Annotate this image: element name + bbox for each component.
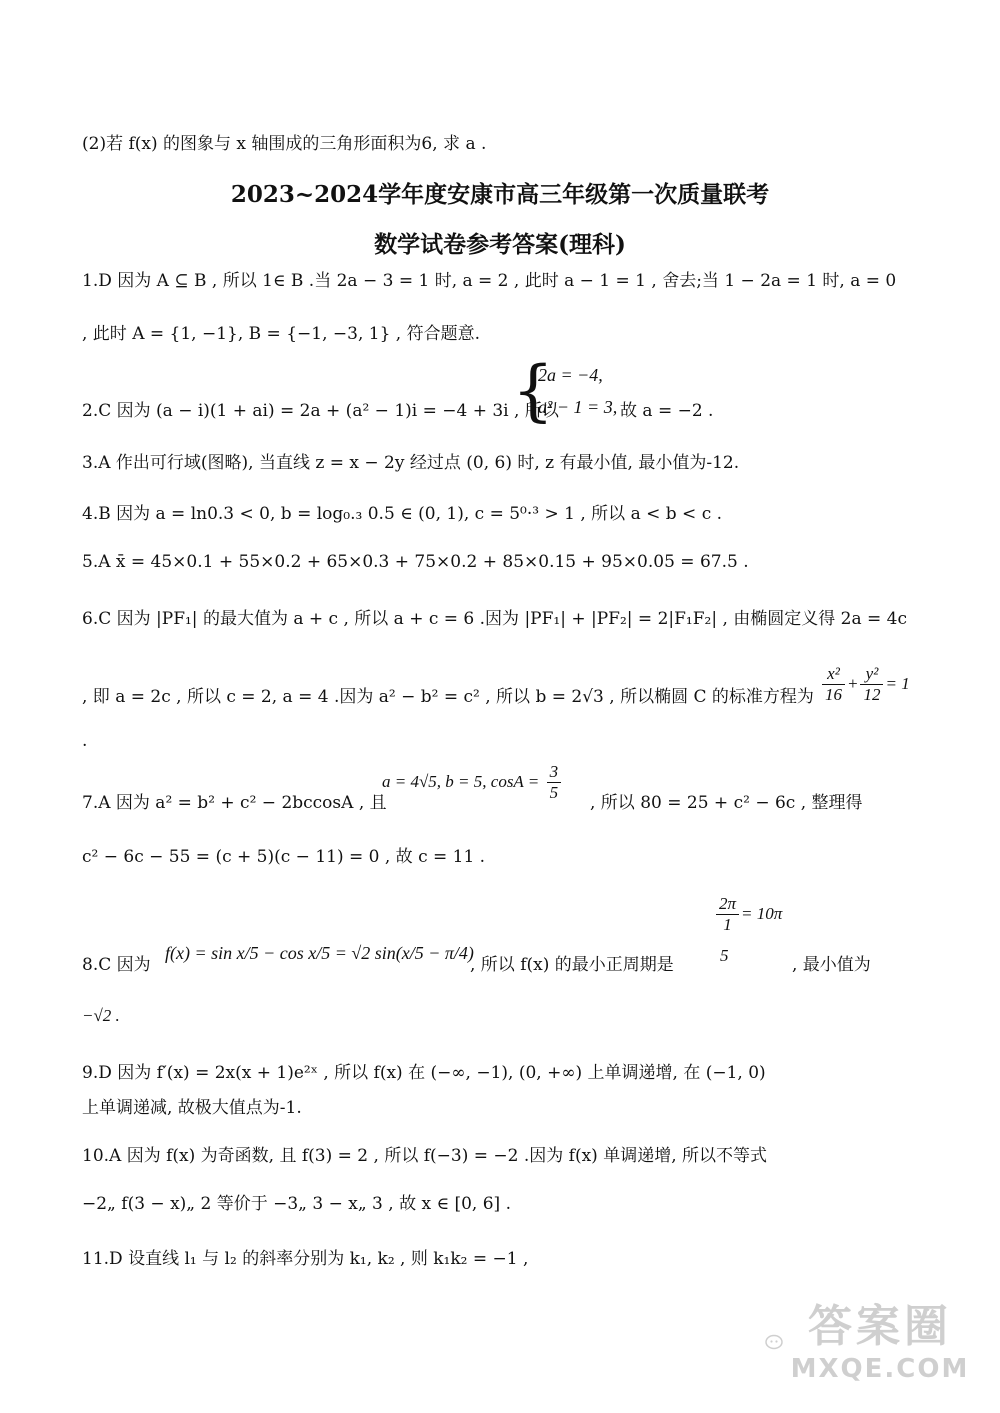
answer-key-subtitle: 数学试卷参考答案(理科)	[374, 231, 626, 258]
answer-7-line-b: c² − 6c − 55 = (c + 5)(c − 11) = 0 , 故 c = 11 .	[82, 847, 486, 867]
watermark-url: MXQE.COM	[790, 1354, 970, 1384]
answer-8-line-a2: , 所以 f(x) 的最小正周期是	[470, 955, 674, 975]
answer-7-line-a: 7.A 因为 a² = b² + c² − 2bccosA , 且	[82, 793, 387, 813]
equation-system-brace: {	[512, 352, 554, 429]
answer-6-line-c: .	[82, 731, 88, 751]
x-squared-over-16: $\frac{\text{x²}}{16}$	[822, 664, 845, 705]
answer-10-line-a: 10.A 因为 f(x) 为奇函数, 且 f(3) = 2 , 所以 f(−3) = −2 .因为 f(x) 单调递增, 所以不等式	[82, 1146, 768, 1166]
answer-3-line: 3.A 作出可行域(图略), 当直线 z = x − 2y 经过点 (0, 6) 时, z 有最小值, 最小值为-12.	[82, 453, 740, 473]
answer-10-line-b: −2„ f(3 − x)„ 2 等价于 −3„ 3 − x„ 3 , 故 x ∈ [0, 6] .	[82, 1194, 511, 1214]
answer-6-line-a: 6.C 因为 |PF₁| 的最大值为 a + c , 所以 a + c = 6 .因为 |PF₁| + |PF₂| = 2|F₁F₂| , 由椭圆定义得 2a = 4c	[82, 609, 908, 629]
answer-8-line-b: −√2 .	[82, 1006, 120, 1025]
watermark-brand: 答案圈	[808, 1301, 952, 1352]
answer-2-result: 故 a = −2 .	[620, 401, 714, 421]
answer-9-line-a: 9.D 因为 f′(x) = 2x(x + 1)e²ˣ , 所以 f(x) 在 (−∞, −1), (0, +∞) 上单调递增, 在 (−1, 0)	[82, 1063, 766, 1083]
two-pi-over-one: $\frac{2\pi}{1}$	[716, 894, 739, 935]
answer-7-line-a2: , 所以 80 = 25 + c² − 6c , 整理得	[590, 793, 863, 813]
answer-8-period-denominator: 5	[720, 946, 729, 965]
three-fifths: $\frac{3}{5}$	[547, 762, 562, 803]
answer-9-line-b: 上单调递减, 故极大值点为-1.	[82, 1098, 302, 1118]
site-watermark	[780, 1300, 980, 1395]
answer-2-system-row-2: a² − 1 = 3,	[538, 397, 618, 417]
answer-8-period: $\frac{2\pi}{1}$ = 10π	[714, 894, 782, 935]
ellipse-equation: $\frac{\text{x²}}{16}$ + $\frac{\text{y²}}{12}$ = 1	[820, 664, 910, 705]
answer-8-line-a3: , 最小值为	[792, 955, 871, 975]
answer-4-line: 4.B 因为 a = ln0.3 < 0, b = log₀.₃ 0.5 ∈ (0, 1), c = 5⁰·³ > 1 , 所以 a < b < c .	[82, 504, 723, 524]
answer-2-line: 2.C 因为 (a − i)(1 + ai) = 2a + (a² − 1)i = −4 + 3i , 所以	[82, 401, 559, 421]
answer-6-line-b: , 即 a = 2c , 所以 c = 2, a = 4 .因为 a² − b² = c² , 所以 b = 2√3 , 所以椭圆 C 的标准方程为	[82, 687, 814, 707]
answer-2-system-row-1: 2a = −4,	[538, 365, 603, 385]
answer-1-line-a: 1.D 因为 A ⊆ B , 所以 1∈ B .当 2a − 3 = 1 时, a = 2 , 此时 a − 1 = 1 , 舍去;当 1 − 2a = 1 时, a = 0	[82, 271, 897, 291]
answer-11-line: 11.D 设直线 l₁ 与 l₂ 的斜率分别为 k₁, k₂ , 则 k₁k₂ = −1 ,	[82, 1249, 529, 1269]
exam-title: 2023~2024学年度安康市高三年级第一次质量联考	[230, 181, 770, 208]
answer-8-line-a: 8.C 因为	[82, 955, 151, 975]
answer-8-function: f(x) = sin x/5 − cos x/5 = √2 sin(x/5 − π/4)	[165, 943, 474, 963]
answer-7-given: a = 4√5, b = 5, cosA = $\frac{3}{5}$	[382, 762, 563, 803]
y-squared-over-12: $\frac{\text{y²}}{12}$	[860, 664, 883, 705]
answer-1-line-b: , 此时 A = {1, −1}, B = {−1, −3, 1} , 符合题意.	[82, 324, 481, 344]
answer-5-line: 5.A x̄ = 45×0.1 + 55×0.2 + 65×0.3 + 75×0.2 + 85×0.15 + 95×0.05 = 67.5 .	[82, 552, 749, 572]
question-2-line: (2)若 f(x) 的图象与 x 轴围成的三角形面积为6, 求 a .	[82, 134, 487, 154]
